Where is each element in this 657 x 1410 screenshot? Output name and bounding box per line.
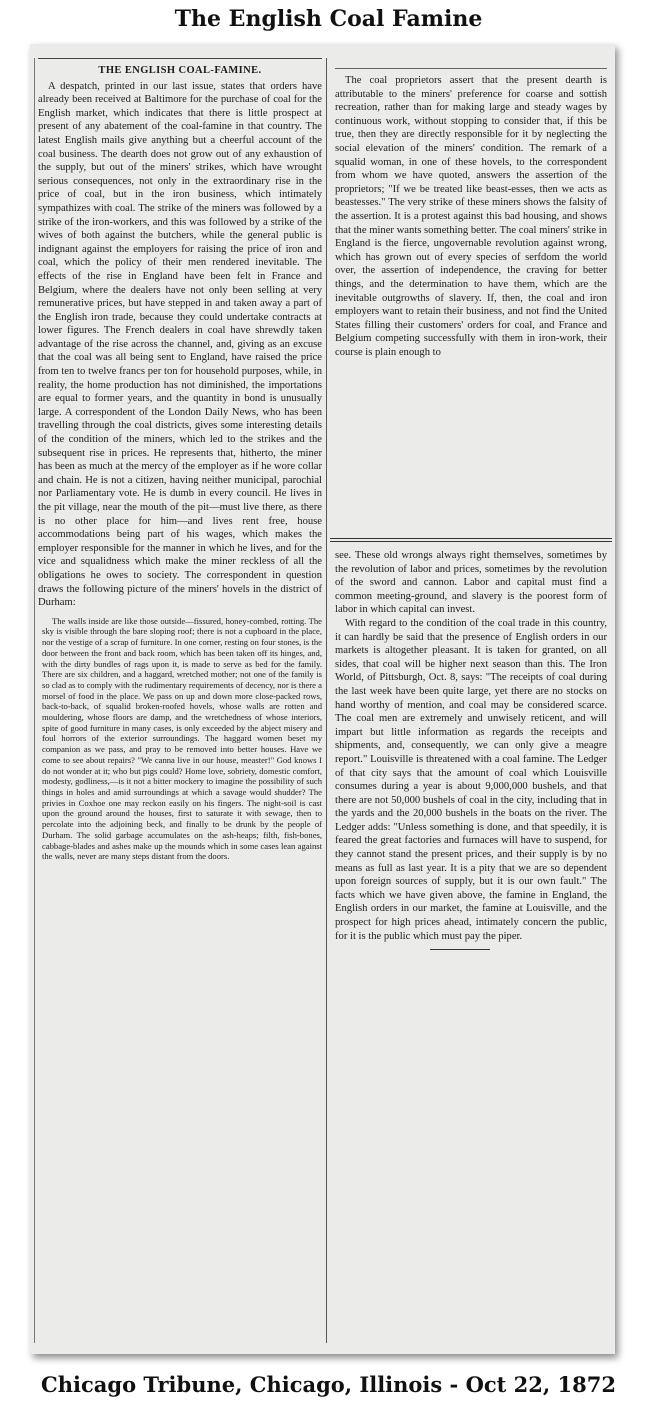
left-paragraph: A despatch, printed in our last issue, states that orders have already been received at Baltimore for the purchase of coal for the English market, which indicates that there is little prospect at present of any abatement of the coal-famine in that country. The latest English mails give anything but a cheerful account of the coal business. The dearth does not grow out of any exhaustion of the supply, but out of the miners' strikes, which have wrought serious consequences, not only in the extraordinary rise in the price of coal, but in the iron business, which intimately sympathizes with coal. The strike of the miners was followed by a strike of the iron-workers, and this was followed by a strike of the wives of both against the butchers, while the general public is indignant against the employers for raising the price of iron and coal, which the policy of their men rendered inevitable. The effects of the rise in England have been felt in France and Belgium, where the dealers have not only been selling at very remunerative prices, but have stepped in and taken away a part of the English iron trade, because they could undertake contracts at lower figures. The French dealers in coal have shrewdly taken advantage of the rise across the channel, and, giving as an excuse that the coal was all being sent to England, have raised the price from ten to twelve francs per ton for household purposes, while, in reality, the home production has not diminished, the importations are equal to former years, and the quantity in bond is unusually large. A correspondent of the London Daily News, who has been travelling through the coal districts, gives some interesting details of the condition of the miners, which led to the strikes and the subsequent rise in prices. He represents that, hitherto, the miner has been as much at the mercy of the employer as if he wore collar and chain. He is not a citizen, having neither municipal, parochial nor Parliamentary vote. He is dumb in every council. He lives in the pit village, near the mouth of the pit—must live there, as there is no other place for him—and lives rent free, house accommodations being part of his wages, which makes the employer responsible for the manner in which he lives, and for the vice and squalidness which make the miner reckless of all the obligations he owes to society. The correspondent in question draws the following picture of the miners' hovels in the district of Durham:	[38, 80, 322, 609]
left-column	[38, 64, 322, 862]
top-caption: The English Coal Famine	[174, 6, 483, 32]
bottom-caption: Chicago Tribune, Chicago, Illinois - Oct 22, 1872	[41, 1372, 616, 1397]
right-paragraph-1: The coal proprietors assert that the present dearth is attributable to the miners' preference for coarse and sottish recreation, rather than for making large and steady wages by continuous work, without stopping to consider that, if this be true, then they are directly responsible for it by neglecting the social elevation of the miners' condition. The remark of a squalid woman, in one of these hovels, to the correspondent from whom we have quoted, answers the assertion of the proprietors; "If we be treated like beast-esses, then we acts as beastesses." The very strike of these miners shows the falsity of the assertion. It is a protest against this bad housing, and shows that the miner wants something better. The coal miners' strike in England is the fierce, ungovernable revolution against wrong, which has grown out of every species of serfdom the world over, the assertion of independence, the craving for better things, and the determination to have them, which are the inevitable outgrowths of slavery. If, then, the coal and iron employers want to retain their business, and not find the United States filling their customers' orders for coal, and France and Belgium competing successfully with them in iron-work, their course is plain enough to	[335, 75, 607, 358]
newspaper-clipping	[30, 44, 615, 1354]
right-column-bottom	[335, 549, 607, 943]
article-headline: THE ENGLISH COAL-FAMINE.	[98, 65, 262, 76]
column-divider	[326, 58, 327, 1343]
headline-rule	[38, 58, 322, 59]
left-border-rule	[34, 58, 35, 1343]
right-paragraph-2: see. These old wrongs always right themselves, sometimes by the revolution of labor and prices, sometimes by the revolution of the sword and cannon. Labor and capital must find a common meeting-ground, and slavery is the poorest form of labor in which capital can invest.	[335, 550, 607, 616]
right-column-top	[335, 74, 607, 359]
right-top-rule	[335, 68, 607, 69]
end-rule	[430, 949, 490, 950]
right-paragraph-3: With regard to the condition of the coal trade in this country, it can hardly be said that the presence of English orders in our markets is altogether pleasant. It is taken for granted, on all sides, that coal will be higher next season than this. The Iron World, of Pittsburgh, Oct. 8, says: "The receipts of coal during the last week have been quite large, yet there are no stocks on hand worthy of mention, and coal may be considered scarce. The coal men are extremely and unwisely reticent, and will impart but little information as regards the receipts and shipments, and, consequently, we can only give a meagre report." Louisville is threatened with a coal famine. The Ledger of that city says that the amount of coal which Louisville consumes during a year is about 9,000,000 bushels, and that there are not 50,000 bushels of coal in the city, including that in the yards and the 20,000 bushels in the boats on the river. The Ledger adds: "Unless something is done, and that speedily, it is feared the great factories and furnaces will have to suspend, for they cannot stand the present prices, and their supply is by no means as full as last year. It is a pity that we are so dependent upon foreign sources of supply, but it is our own fault." The facts which we have given above, the famine in England, the English orders in our market, the famine at Louisville, and the prospect for high prices ahead, intimately concern the public, for it is the public which must pay the piper.	[335, 617, 607, 942]
block-quote: The walls inside are like those outside—fissured, honey-combed, rotting. The sky is visible through the bare sloping roof; there is not a cupboard in the place, nor the vestige of a scrap of furniture. In one corner, resting on four stones, is the door between the front and back room, which has been taken off its hinges, and, with the dirty bundles of rags upon it, is made to serve as bed for the family. There are six children, and a haggard, wretched mother; not one of the family is so clad as to comply with the rudimentary requirements of decency, nor is there a morsel of food in the place. We pass on up and down more close-packed rows, back-to-back, of squalid broken-roofed hovels, whose walls are rotten and mouldering, whose floors are damp, and the wretchedness of whose interiors, spite of good furniture in many cases, is only exceeded by the abject misery and foul horrors of the exterior surroundings. The haggard women beset my companion as we pass, and pray to be removed into better houses. Have we come to see about repairs? "We canna live in our house, measter!" God knows I do not wonder at it; who but pigs could? Home love, sobriety, domestic comfort, modesty, godliness,—is it not a bitter mockery to imagine the possibility of such things in holes and amid surroundings at which a savage would shudder? The privies in Coxhoe one may reckon easily on his fingers. The night-soil is cast upon the ground around the houses, first to saturate it with sewage, then to percolate into the adjoining beck, and finally to be drunk by the people of Durham. The solid garbage accumulates on the ash-heaps; filth, fish-bones, cabbage-blades and ashes make up the mounds which in some cases lean against the walls, never are many steps distant from the doors.	[42, 615, 322, 862]
column-break-rule	[330, 538, 612, 542]
